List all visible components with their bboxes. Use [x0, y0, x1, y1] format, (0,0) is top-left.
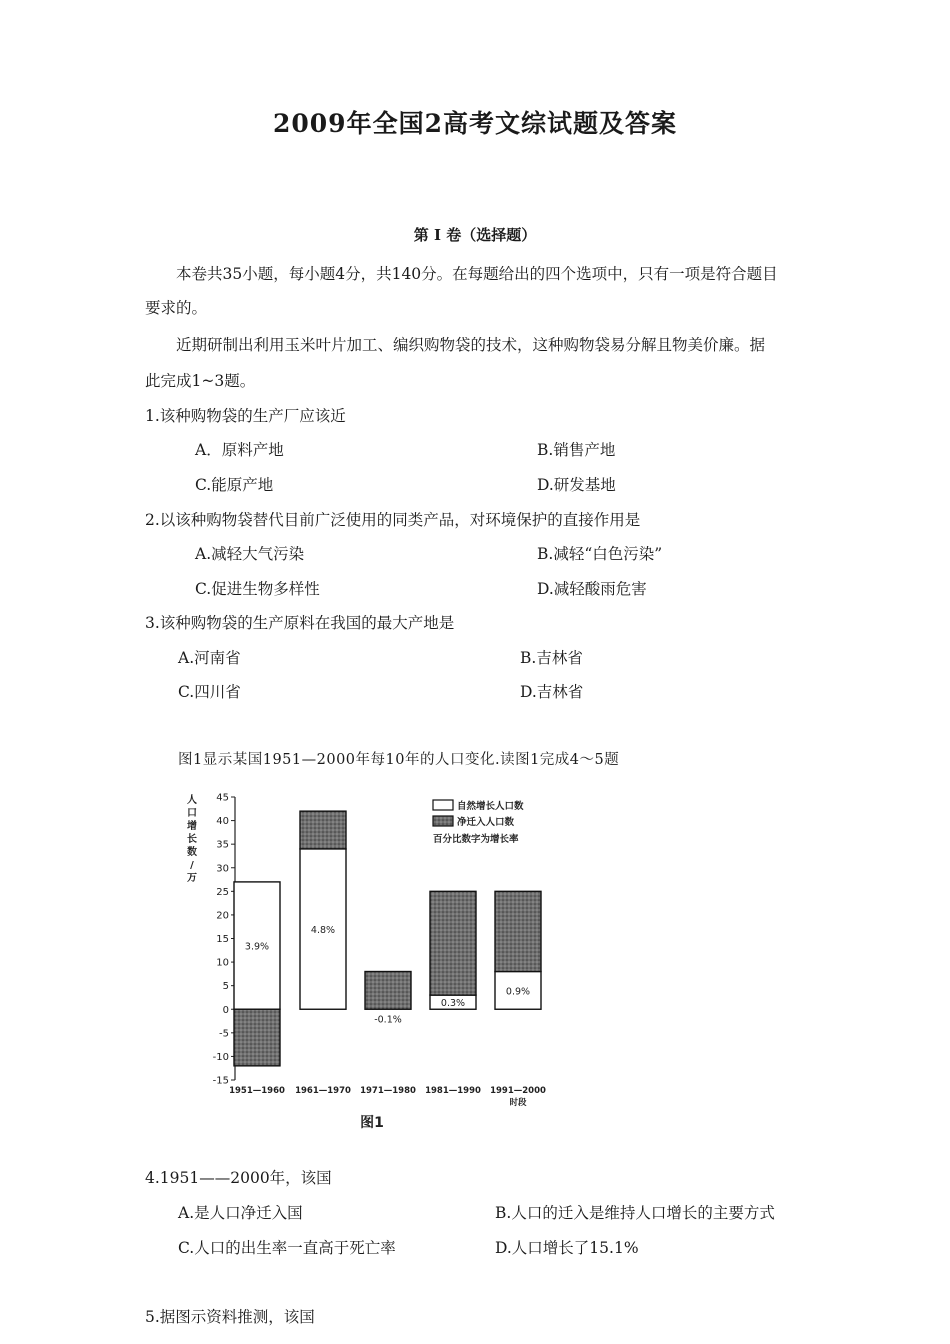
y-tick-label: -15: [212, 1075, 229, 1087]
x-axis-label: 时段: [509, 1098, 527, 1108]
question-4-stem: 4.1951——2000年，该国: [145, 1169, 332, 1187]
y-tick-label: 15: [216, 934, 229, 945]
legend-swatch-natural: [433, 800, 453, 810]
question-2-option-c: C.促进生物多样性: [195, 580, 320, 598]
legend-label-natural: 自然增长人口数: [457, 801, 524, 812]
question-2-option-a: A.减轻大气污染: [195, 545, 305, 563]
question-4-option-b: B.人口的迁入是维持人口增长的主要方式: [495, 1204, 775, 1222]
y-tick-label: 45: [216, 792, 229, 804]
rate-label-4: 0.3%: [440, 998, 466, 1010]
question-1-option-a: A．原料产地: [195, 441, 284, 459]
population-chart: [180, 785, 580, 1135]
question-1-option-b: B.销售产地: [537, 441, 616, 459]
legend-note: 百分比数字为增长率: [433, 834, 519, 845]
y-tick-label: 20: [216, 910, 229, 922]
y-tick-label: 35: [216, 839, 229, 851]
rate-label-3: -0.1%: [374, 1014, 402, 1026]
question-4-option-d: D.人口增长了15.1%: [495, 1239, 639, 1257]
question-3-option-c: C.四川省: [178, 683, 241, 701]
y-axis-label-char: 口: [187, 808, 197, 819]
y-tick-label: 30: [216, 863, 229, 875]
y-axis-label-char: /: [190, 860, 194, 871]
y-axis-label-char: 长: [187, 834, 197, 845]
page-title: 2009年全国2高考文综试题及答案: [273, 109, 677, 138]
question-1-option-d: D.研发基地: [537, 476, 616, 494]
intro-line-2: 要求的。: [145, 299, 208, 317]
bar-migration-4: [430, 891, 476, 995]
y-tick-label: 40: [216, 816, 229, 828]
x-tick-label-5: 1991—2000: [490, 1086, 546, 1096]
y-tick-label: 5: [222, 981, 229, 993]
bar-migration-2: [300, 811, 346, 849]
y-axis-label-char: 数: [187, 847, 197, 858]
question-3-option-a: A.河南省: [178, 649, 241, 667]
y-tick-label: 10: [216, 957, 229, 969]
legend-label-migration: 净迁入人口数: [457, 817, 515, 828]
figure-title: 图1: [360, 1115, 384, 1131]
x-tick-label-3: 1971—1980: [360, 1086, 416, 1096]
question-3-option-d: D.吉林省: [520, 683, 584, 701]
intro-line-1: 本卷共35小题，每小题4分，共140分。在每题给出的四个选项中，只有一项是符合题目: [176, 265, 778, 283]
y-axis-label-char: 人: [187, 795, 197, 806]
bar-migration-1: [234, 1009, 280, 1066]
rate-label-5: 0.9%: [505, 986, 531, 998]
question-5-stem: 5.据图示资料推测，该国: [145, 1308, 315, 1326]
question-2-option-d: D.减轻酸雨危害: [537, 580, 647, 598]
bar-migration-3: [365, 972, 411, 1010]
question-3-stem: 3.该种购物袋的生产原料在我国的最大产地是: [145, 614, 455, 632]
x-tick-label-2: 1961—1970: [295, 1086, 351, 1096]
y-tick-label: -5: [219, 1028, 229, 1040]
passage-line-1: 近期研制出利用玉米叶片加工、编织购物袋的技术，这种购物袋易分解且物美价廉。据: [176, 336, 766, 354]
question-4-option-c: C.人口的出生率一直高于死亡率: [178, 1239, 396, 1257]
section-heading: 第 I 卷（选择题）: [413, 226, 537, 244]
question-2-option-b: B.减轻“白色污染”: [537, 545, 663, 563]
y-axis-label-char: 增: [187, 821, 197, 832]
x-tick-label-4: 1981—1990: [425, 1086, 481, 1096]
y-tick-label: -10: [212, 1051, 229, 1063]
passage-line-2: 此完成1~3题。: [145, 372, 256, 390]
rate-label-1: 3.9%: [244, 941, 270, 953]
bar-migration-5: [495, 891, 541, 971]
rate-label-2: 4.8%: [310, 925, 336, 937]
y-tick-label: 25: [216, 886, 229, 898]
question-4-option-a: A.是人口净迁入国: [178, 1204, 303, 1222]
figure-intro: 图1显示某国1951—2000年每10年的人口变化.读图1完成4～5题: [178, 752, 620, 768]
y-tick-label: 0: [222, 1004, 229, 1016]
legend-swatch-migration: [433, 816, 453, 826]
question-1-option-c: C.能原产地: [195, 476, 274, 494]
question-3-option-b: B.吉林省: [520, 649, 583, 667]
question-2-stem: 2.以该种购物袋替代目前广泛使用的同类产品，对环境保护的直接作用是: [145, 511, 641, 529]
question-1-stem: 1.该种购物袋的生产厂应该近: [145, 407, 346, 425]
x-tick-label-1: 1951—1960: [229, 1086, 285, 1096]
y-axis-label-char: 万: [187, 873, 197, 884]
